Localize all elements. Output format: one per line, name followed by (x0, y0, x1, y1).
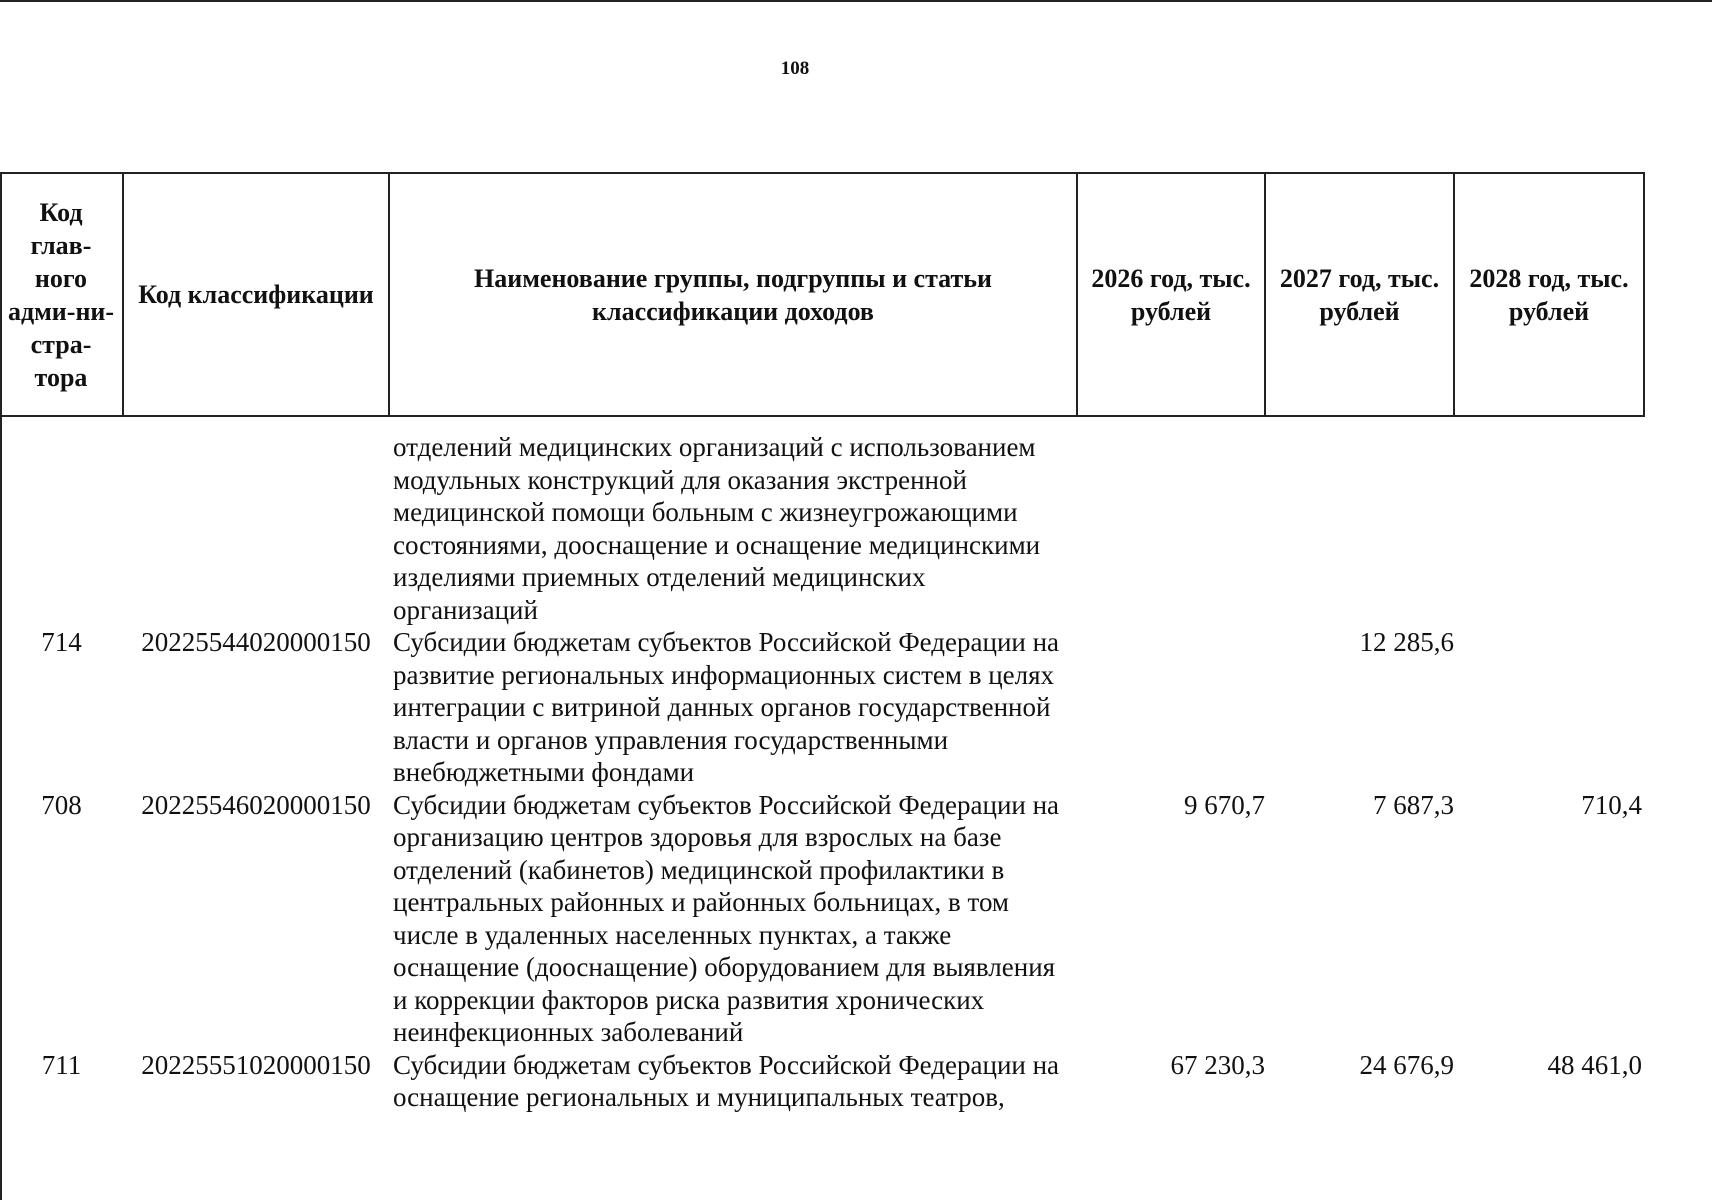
budget-table (0, 172, 1645, 1114)
table-row (0, 789, 1644, 1049)
page-number: 108 (780, 58, 810, 79)
cell-2026 (1077, 431, 1265, 626)
cell-2027: 12 285,6 (1359, 627, 1454, 657)
cell-code: 20225544020000150 (141, 627, 371, 657)
header-class-code: Код классификации (123, 173, 389, 416)
cell-admin: 711 (41, 1049, 82, 1080)
cell-name: отделений медицинских организаций с использованием модульных конструкций для оказания экстренной медицинской помощи больным с жизнеугрожающими состояниями, дооснащение и оснащение медицинскими изделиями приемных отделений медицинских организаций (393, 432, 1041, 625)
cell-2027 (1265, 431, 1454, 626)
table-row (0, 1049, 1644, 1114)
cell-name: Субсидии бюджетам субъектов Российской Федерации на оснащение региональных и муниципальных театров, (393, 1049, 1060, 1112)
cell-admin: 714 (41, 627, 82, 657)
header-2028: 2028 год, тыс. рублей (1454, 173, 1644, 416)
cell-2028: 710,4 (1581, 789, 1642, 820)
cell-2027: 7 687,3 (1373, 789, 1454, 820)
cell-name: Субсидии бюджетам субъектов Российской Федерации на организацию центров здоровья для взрослых на базе отделений (кабинетов) медицинской профилактики в центральных районных и районных больницах, в том числе в удаленных населенных пунктах, а также оснащение (дооснащение) оборудованием для выявления и коррекции факторов риска развития хронических неинфекционных заболеваний (393, 789, 1060, 1047)
cell-name: Субсидии бюджетам субъектов Российской Федерации на развитие региональных информационных систем в целях интеграции с витриной данных органов государственной власти и органов управления государственными внебюджетными фондами (393, 627, 1060, 787)
table-header-row (0, 173, 1644, 416)
cell-2026: 67 230,3 (1170, 1049, 1265, 1080)
top-border (0, 0, 1712, 2)
header-name: Наименование группы, подгруппы и статьи классификации доходов (389, 173, 1077, 416)
cell-2028: 48 461,0 (1547, 1049, 1642, 1080)
cell-code: 20225551020000150 (141, 1049, 371, 1080)
table-row (0, 626, 1644, 789)
cell-2027: 24 676,9 (1359, 1049, 1454, 1080)
cell-admin (0, 431, 123, 626)
cell-2028 (1454, 431, 1644, 626)
cell-admin: 708 (41, 789, 82, 820)
header-2027: 2027 год, тыс. рублей (1265, 173, 1454, 416)
cell-2026 (1077, 626, 1265, 789)
header-2026: 2026 год, тыс. рублей (1077, 173, 1265, 416)
left-border (0, 172, 2, 1200)
cell-code: 20225546020000150 (141, 789, 371, 820)
spacer-row (0, 416, 1644, 431)
cell-2028 (1454, 626, 1644, 789)
cell-code (123, 431, 389, 626)
header-admin-code: Код глав-ного адми-ни-стра-тора (0, 173, 123, 416)
table-row-continuation (0, 431, 1644, 626)
cell-2026: 9 670,7 (1184, 789, 1265, 820)
